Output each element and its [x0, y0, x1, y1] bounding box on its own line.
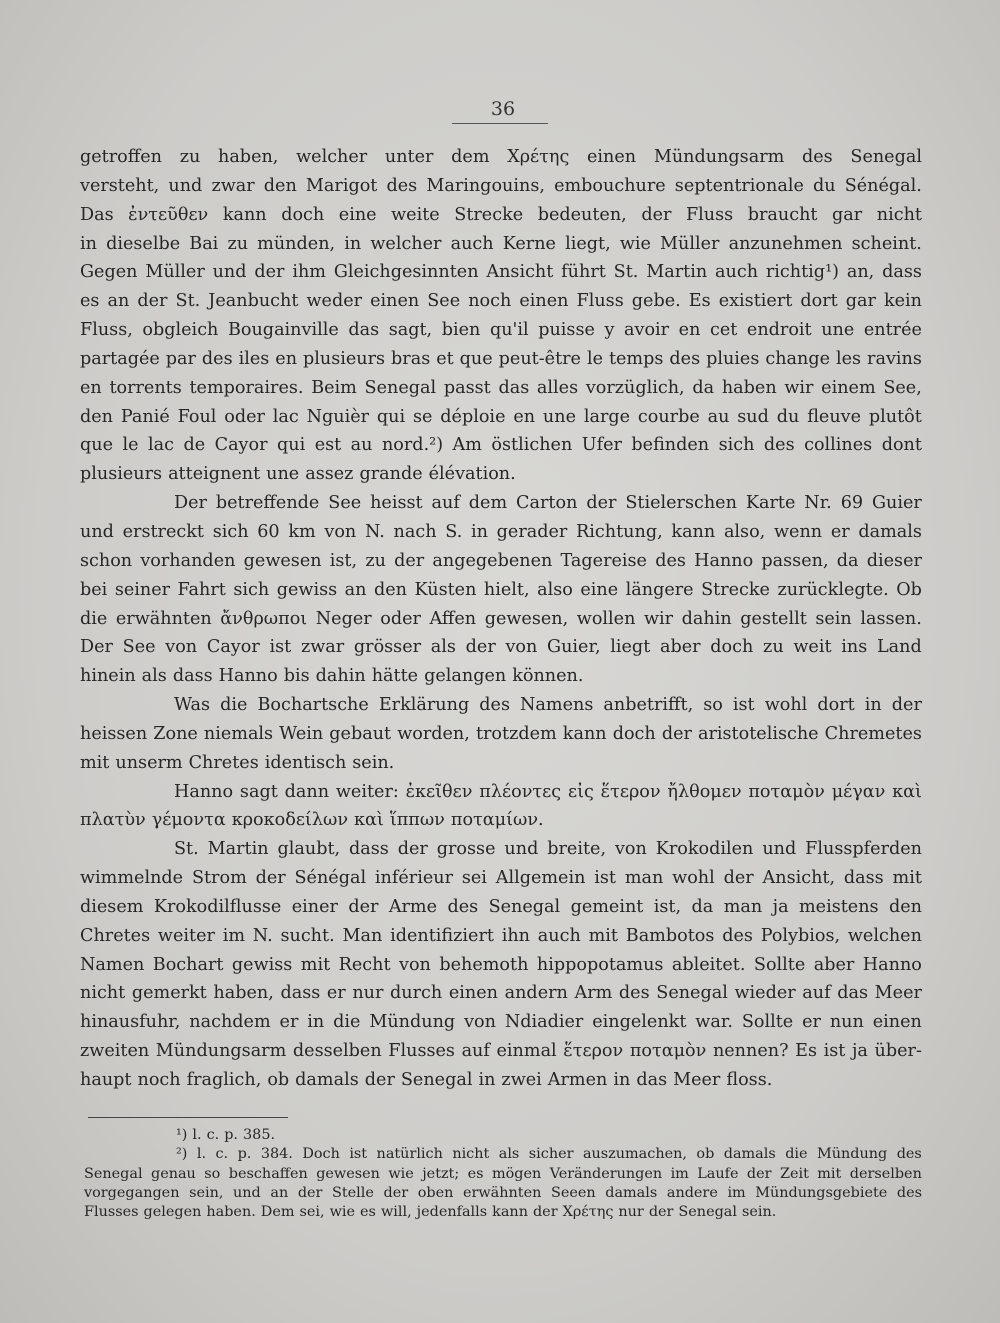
- text-line: und erstreckt sich 60 km von N. nach S. in gerader Richtung, kann also, wenn er damals: [80, 521, 922, 542]
- text-line: St. Martin glaubt, dass der grosse und breite, von Krokodilen und Flusspferden: [174, 839, 922, 860]
- text-line: que le lac de Cayor qui est au nord.²) Am östlichen Ufer befinden sich des collines dont: [80, 435, 922, 456]
- text-line: in dieselbe Bai zu münden, in welcher auch Kerne liegt, wie Müller anzunehmen scheint.: [80, 233, 922, 254]
- text-line: Der See von Cayor ist zwar grösser als der von Guier, liegt aber doch zu weit ins Land: [80, 637, 922, 658]
- page-number: 36: [490, 98, 516, 120]
- text-line: wimmelnde Strom der Sénégal inférieur sei Allgemein ist man wohl der Ansicht, dass mit: [80, 868, 922, 889]
- text-line: Hanno sagt dann weiter: ἐκεῖθεν πλέοντες εἰς ἕτερον ἤλθομεν ποταμὸν μέγαν καὶ: [174, 781, 922, 802]
- footnotes: [84, 1126, 922, 1222]
- footnote-line: Flusses gelegen haben. Dem sei, wie es will, jedenfalls kann der Χρέτης nur der Senegal sein.: [84, 1204, 777, 1221]
- text-line: Namen Bochart gewiss mit Recht von behemoth hippopotamus ableitet. Sollte aber Hanno: [80, 954, 922, 975]
- text-line: heissen Zone niemals Wein gebaut worden, trotzdem kann doch der aristotelische Chremetes: [80, 723, 922, 744]
- text-line: den Panié Foul oder lac Nguièr qui se déploie en une large courbe au sud du fleuve plutôt: [80, 406, 922, 427]
- text-line: haupt noch fraglich, ob damals der Senegal in zwei Armen in das Meer floss.: [80, 1070, 773, 1090]
- text-line: nicht gemerkt haben, dass er nur durch einen andern Arm des Senegal wieder auf das Meer: [80, 983, 922, 1004]
- page-number-rule: [452, 123, 548, 124]
- text-line: plusieurs atteignent une assez grande élévation.: [80, 464, 516, 485]
- text-line: partagée par des iles en plusieurs bras et que peut-être le temps des pluies change les ravins: [80, 348, 922, 369]
- footnote-rule: [88, 1117, 288, 1118]
- text-line: bei seiner Fahrt sich gewiss an den Küsten hielt, also eine längere Strecke zurücklegte. Ob: [80, 579, 922, 600]
- text-line: Das ἐντεῦθεν kann doch eine weite Strecke bedeuten, der Fluss braucht gar nicht: [80, 204, 922, 225]
- text-line: πλατὺν γέμοντα κροκοδείλων καὶ ἵππων ποταμίων.: [80, 810, 544, 831]
- body-text: [80, 143, 922, 1095]
- text-line: die erwähnten ἄνθρωποι Neger oder Affen gewesen, wollen wir dahin gestellt sein lassen.: [80, 608, 922, 629]
- text-line: en torrents temporaires. Beim Senegal passt das alles vorzüglich, da haben wir einem See,: [80, 377, 922, 398]
- text-line: Was die Bochartsche Erklärung des Namens anbetrifft, so ist wohl dort in der: [174, 695, 922, 716]
- text-line: schon vorhanden gewesen ist, zu der angegebenen Tagereise des Hanno passen, da dieser: [80, 550, 922, 571]
- text-line: hinausfuhr, nachdem er in die Mündung von Ndiadier eingelenkt war. Sollte er nun einen: [80, 1012, 922, 1033]
- text-line: versteht, und zwar den Marigot des Maringouins, embouchure septentrionale du Sénégal.: [80, 175, 922, 196]
- text-line: mit unserm Chretes identisch sein.: [80, 752, 395, 773]
- text-line: getroffen zu haben, welcher unter dem Χρέτης einen Mündungsarm des Senegal: [80, 147, 922, 167]
- footnote-line: ²) l. c. p. 384. Doch ist natürlich nicht als sicher auszumachen, ob damals die Mündung des: [176, 1146, 922, 1163]
- text-line: diesem Krokodilflusse einer der Arme des Senegal gemeint ist, da man ja meistens den: [80, 896, 922, 917]
- text-line: es an der St. Jeanbucht weder einen See noch einen Fluss gebe. Es existiert dort gar kein: [80, 291, 922, 312]
- text-line: Fluss, obgleich Bougainville das sagt, bien qu'il puisse y avoir en cet endroit une entrée: [80, 320, 922, 341]
- footnote-line: vorgegangen sein, und an der Stelle der oben erwähnten Seeen damals andere im Mündungsgebiete des: [84, 1184, 922, 1201]
- text-line: zweiten Mündungsarm desselben Flusses auf einmal ἕτερον ποταμὸν nennen? Es ist ja über-: [80, 1041, 922, 1062]
- footnote-line: Senegal genau so beschaffen gewesen wie jetzt; es mögen Veränderungen im Laufe der Zeit mit derselben: [84, 1165, 922, 1182]
- text-line: hinein als dass Hanno bis dahin hätte gelangen können.: [80, 666, 584, 687]
- text-line: Gegen Müller und der ihm Gleichgesinnten Ansicht führt St. Martin auch richtig¹) an, dass: [80, 262, 922, 283]
- footnote-line: ¹) l. c. p. 385.: [176, 1127, 276, 1143]
- text-line: Der betreffende See heisst auf dem Carton der Stielerschen Karte Nr. 69 Guier: [174, 493, 922, 514]
- text-line: Chretes weiter im N. sucht. Man identifiziert ihn auch mit Bambotos des Polybios, welchen: [80, 925, 922, 946]
